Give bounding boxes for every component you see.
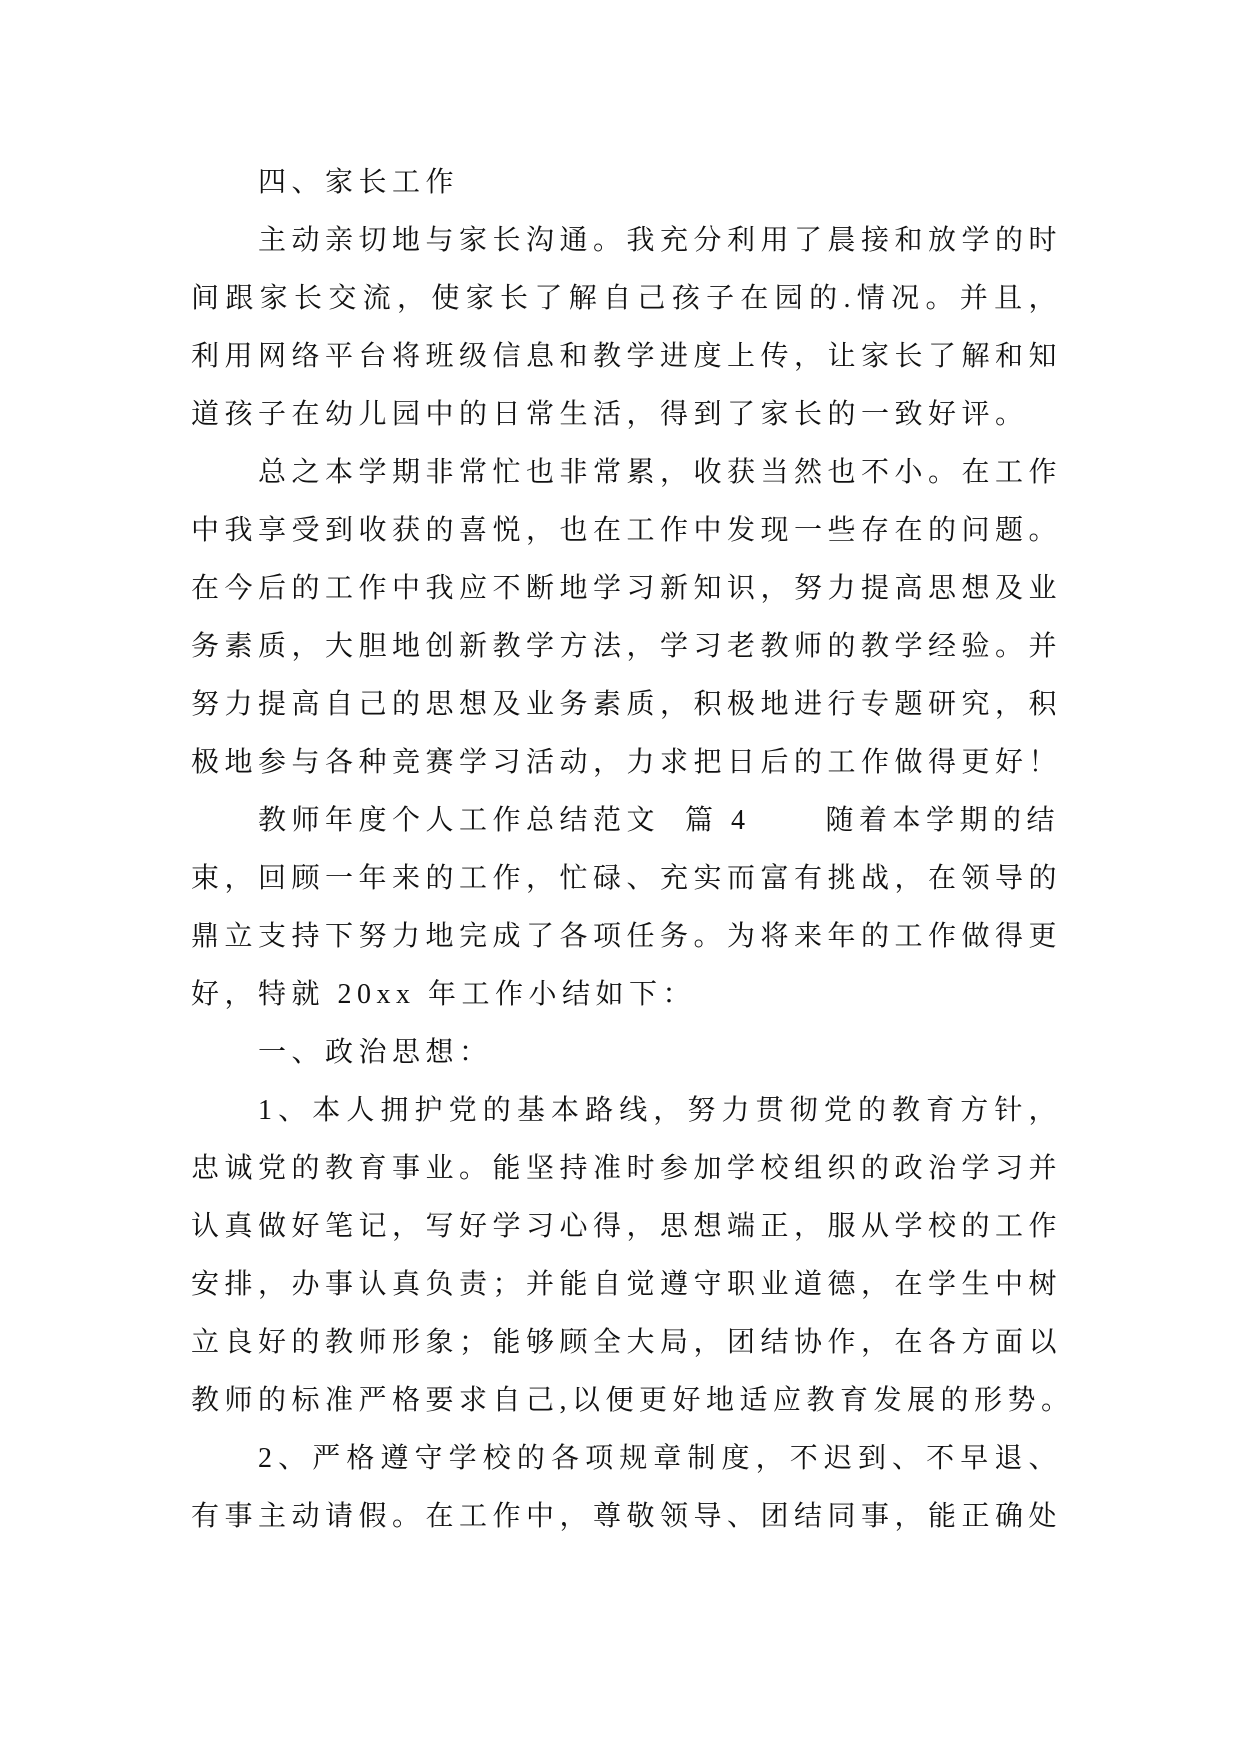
- paragraph-item-1: [191, 1082, 1075, 1430]
- text-line: 好，特就 20xx 年工作小结如下：: [191, 979, 697, 1010]
- paragraph-parent-communication: [191, 212, 1062, 444]
- text-line: 忠诚党的教育事业。能坚持准时参加学校组织的政治学习并: [191, 1153, 1063, 1184]
- section-heading-political-thought: [191, 1024, 1062, 1082]
- text-line: 认真做好笔记，写好学习心得，思想端正，服从学校的工作: [191, 1211, 1063, 1242]
- paragraph-article-4-intro: [191, 792, 1062, 1024]
- text-line: 1、本人拥护党的基本路线，努力贯彻党的教育方针，: [258, 1095, 1062, 1126]
- text-line: 四、家长工作: [258, 167, 460, 198]
- text-line: 极地参与各种竞赛学习活动，力求把日后的工作做得更好！: [191, 747, 1063, 778]
- text-line: 2、严格遵守学校的各项规章制度，不迟到、不早退、: [258, 1443, 1062, 1474]
- text-line: 教师年度个人工作总结范文 篇 4 随着本学期的结: [258, 805, 1061, 836]
- text-line: 间跟家长交流，使家长了解自己孩子在园的.情况。并且，: [191, 283, 1062, 314]
- text-line: 一、政治思想：: [258, 1037, 493, 1068]
- text-line: 道孩子在幼儿园中的日常生活，得到了家长的一致好评。: [191, 399, 1029, 430]
- document-body: [191, 154, 1075, 1546]
- text-line: 中我享受到收获的喜悦，也在工作中发现一些存在的问题。: [191, 515, 1063, 546]
- section-heading-parent-work: [191, 154, 1062, 212]
- text-line: 利用网络平台将班级信息和教学进度上传，让家长了解和知: [191, 341, 1063, 372]
- text-line: 立良好的教师形象；能够顾全大局，团结协作，在各方面以: [191, 1327, 1063, 1358]
- text-line: 有事主动请假。在工作中，尊敬领导、团结同事，能正确处: [191, 1501, 1063, 1532]
- text-line: 努力提高自己的思想及业务素质，积极地进行专题研究，积: [191, 689, 1063, 720]
- text-line: 束，回顾一年来的工作，忙碌、充实而富有挑战，在领导的: [191, 863, 1063, 894]
- text-line: 鼎立支持下努力地完成了各项任务。为将来年的工作做得更: [191, 921, 1063, 952]
- paragraph-semester-summary: [191, 444, 1062, 792]
- text-line: 在今后的工作中我应不断地学习新知识，努力提高思想及业: [191, 573, 1063, 604]
- text-line: 务素质，大胆地创新教学方法，学习老教师的教学经验。并: [191, 631, 1063, 662]
- text-line: 总之本学期非常忙也非常累，收获当然也不小。在工作: [258, 457, 1063, 488]
- text-line: 安排，办事认真负责；并能自觉遵守职业道德，在学生中树: [191, 1269, 1063, 1300]
- text-line: 主动亲切地与家长沟通。我充分利用了晨接和放学的时: [258, 225, 1063, 256]
- paragraph-item-2: [191, 1430, 1062, 1546]
- text-line: 教师的标准严格要求自己,以便更好地适应教育发展的形势。: [191, 1385, 1075, 1416]
